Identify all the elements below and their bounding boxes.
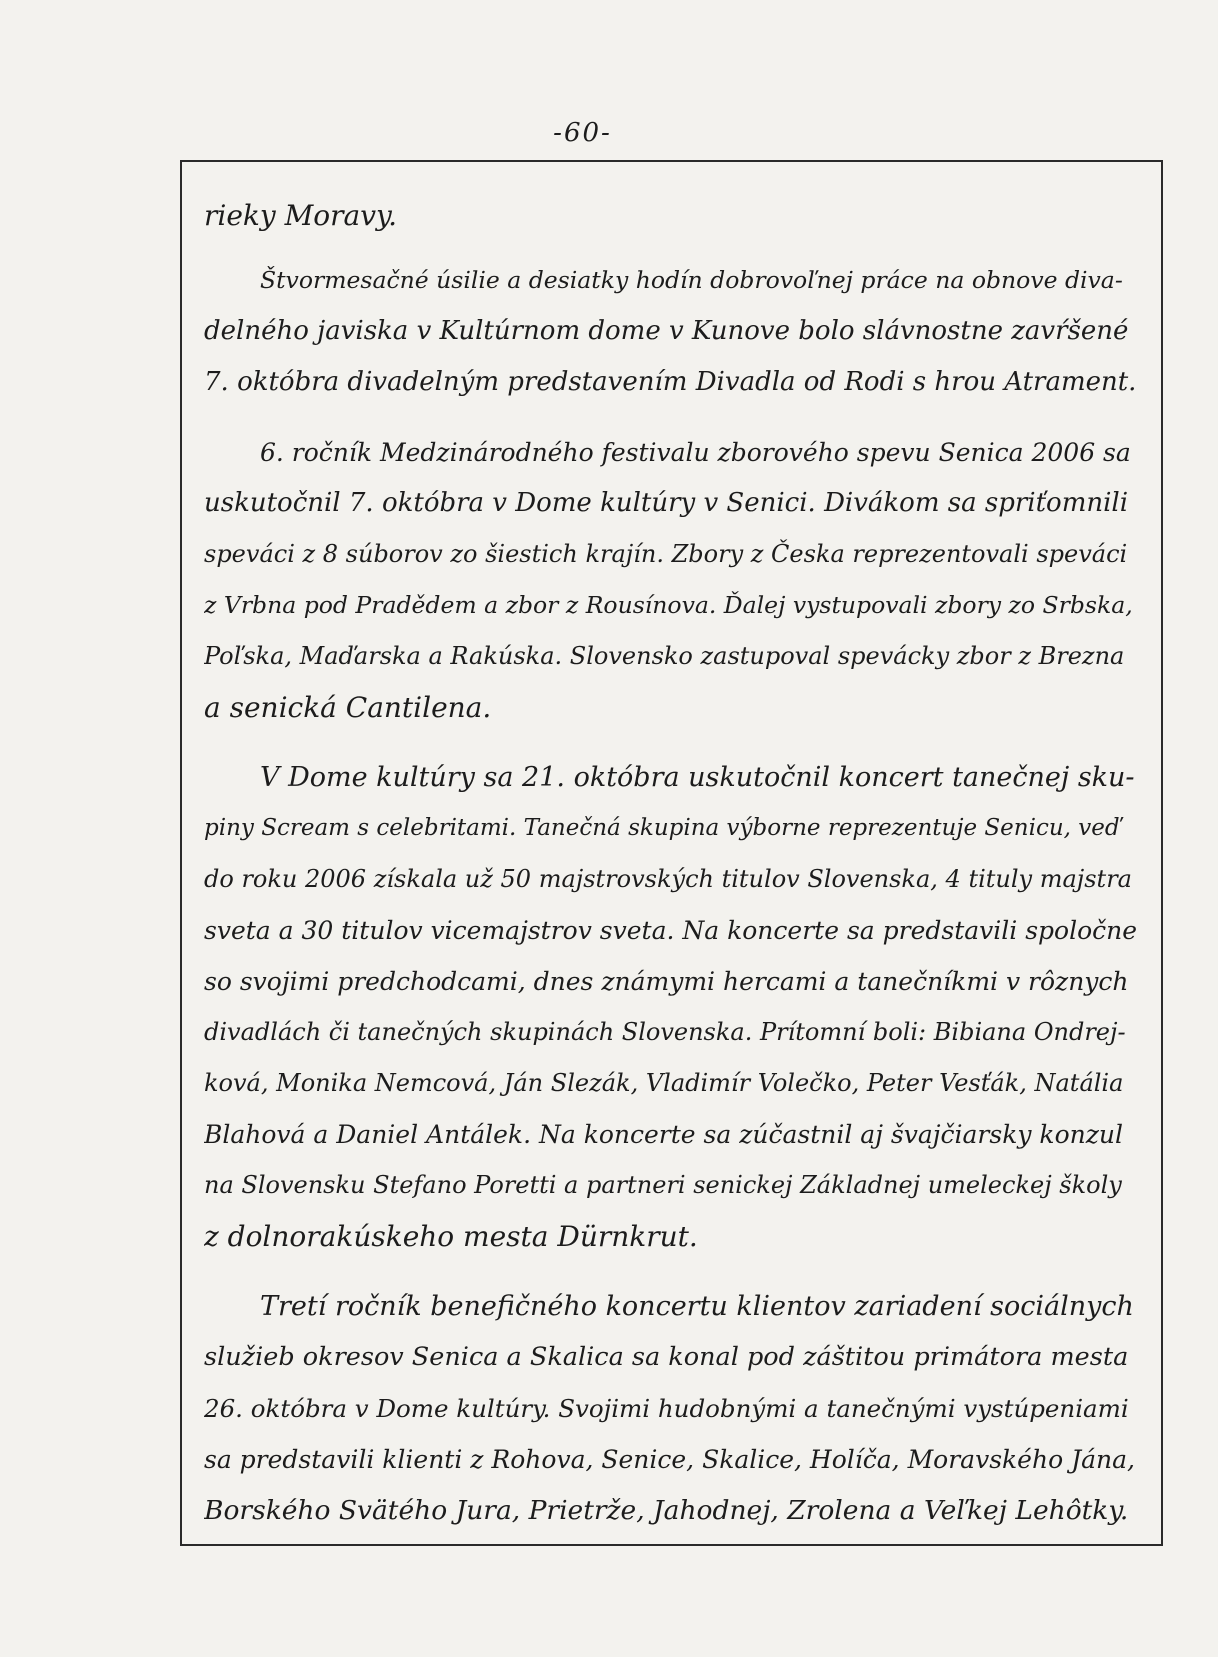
handwritten-text-frame (180, 160, 1163, 1546)
paragraph-dance-concert (204, 752, 1139, 1262)
text-line: sveta a 30 titulov vicemajstrov sveta. Na koncerte sa predstavili spoločne (204, 916, 1138, 945)
text-line: služieb okresov Senica a Skalica sa konal pod záštitou primátora mesta (204, 1342, 1129, 1372)
text-line: Poľska, Maďarska a Rakúska. Slovensko zastupoval spevácky zbor z Brezna (204, 642, 1125, 670)
text-line: 6. ročník Medzinárodného festivalu zborového spevu Senica 2006 sa (260, 438, 1131, 467)
paragraph-benefit-concert (204, 1281, 1139, 1536)
text-line: sa predstavili klienti z Rohova, Senice, Skalice, Holíča, Moravského Jána, (204, 1445, 1135, 1474)
text-line: V Dome kultúry sa 21. októbra uskutočnil koncert tanečnej sku- (260, 762, 1135, 793)
text-line: delného javiska v Kultúrnom dome v Kunove bolo slávnostne zavŕšené (204, 316, 1129, 346)
paragraph-continuation (204, 190, 1139, 241)
text-line: do roku 2006 získala už 50 majstrovských titulov Slovenska, 4 tituly majstra (204, 865, 1132, 893)
text-line: rieky Moravy. (204, 199, 398, 232)
text-line: speváci z 8 súborov zo šiestich krajín. Zbory z Česka reprezentovali speváci (204, 540, 1128, 568)
text-line: z Vrbna pod Pradědem a zbor z Rousínova. Ďalej vystupovali zbory zo Srbska, (204, 591, 1133, 619)
text-line: Tretí ročník benefičného koncertu klientov zariadení sociálnych (260, 1291, 1134, 1322)
paragraph-choir-festival (204, 427, 1139, 733)
text-line: divadlách či tanečných skupinách Slovenska. Prítomní boli: Bibiana Ondrej- (204, 1018, 1126, 1046)
text-line: a senická Cantilena. (204, 691, 492, 724)
text-line: 7. októbra divadelným predstavením Divadla od Rodi s hrou Atrament. (204, 367, 1137, 397)
text-line: uskutočnil 7. októbra v Dome kultúry v Senici. Divákom sa spriťomnili (204, 488, 1129, 518)
text-line: Štvormesačné úsilie a desiatky hodín dobrovoľnej práce na obnove diva- (260, 266, 1123, 294)
text-line: na Slovensku Stefano Poretti a partneri senickej Základnej umeleckej školy (204, 1171, 1122, 1199)
text-line: 26. októbra v Dome kultúry. Svojimi hudobnými a tanečnými vystúpeniami (204, 1394, 1129, 1423)
text-line: so svojimi predchodcami, dnes známymi hercami a tanečníkmi v rôznych (204, 967, 1129, 996)
text-line: piny Scream s celebritami. Tanečná skupina výborne reprezentuje Senicu, veď (204, 815, 1120, 841)
text-line: Borského Svätého Jura, Prietrže, Jahodnej, Zrolena a Veľkej Lehôtky. (204, 1495, 1129, 1526)
text-line: ková, Monika Nemcová, Ján Slezák, Vladimír Volečko, Peter Vesťák, Natália (204, 1069, 1124, 1097)
page-number: -60- (553, 118, 612, 148)
text-line: z dolnorakúskeho mesta Dürnkrut. (204, 1220, 698, 1253)
paragraph-theatre-stage (204, 255, 1139, 408)
text-line: Blahová a Daniel Antálek. Na koncerte sa zúčastnil aj švajčiarsky konzul (204, 1120, 1123, 1149)
